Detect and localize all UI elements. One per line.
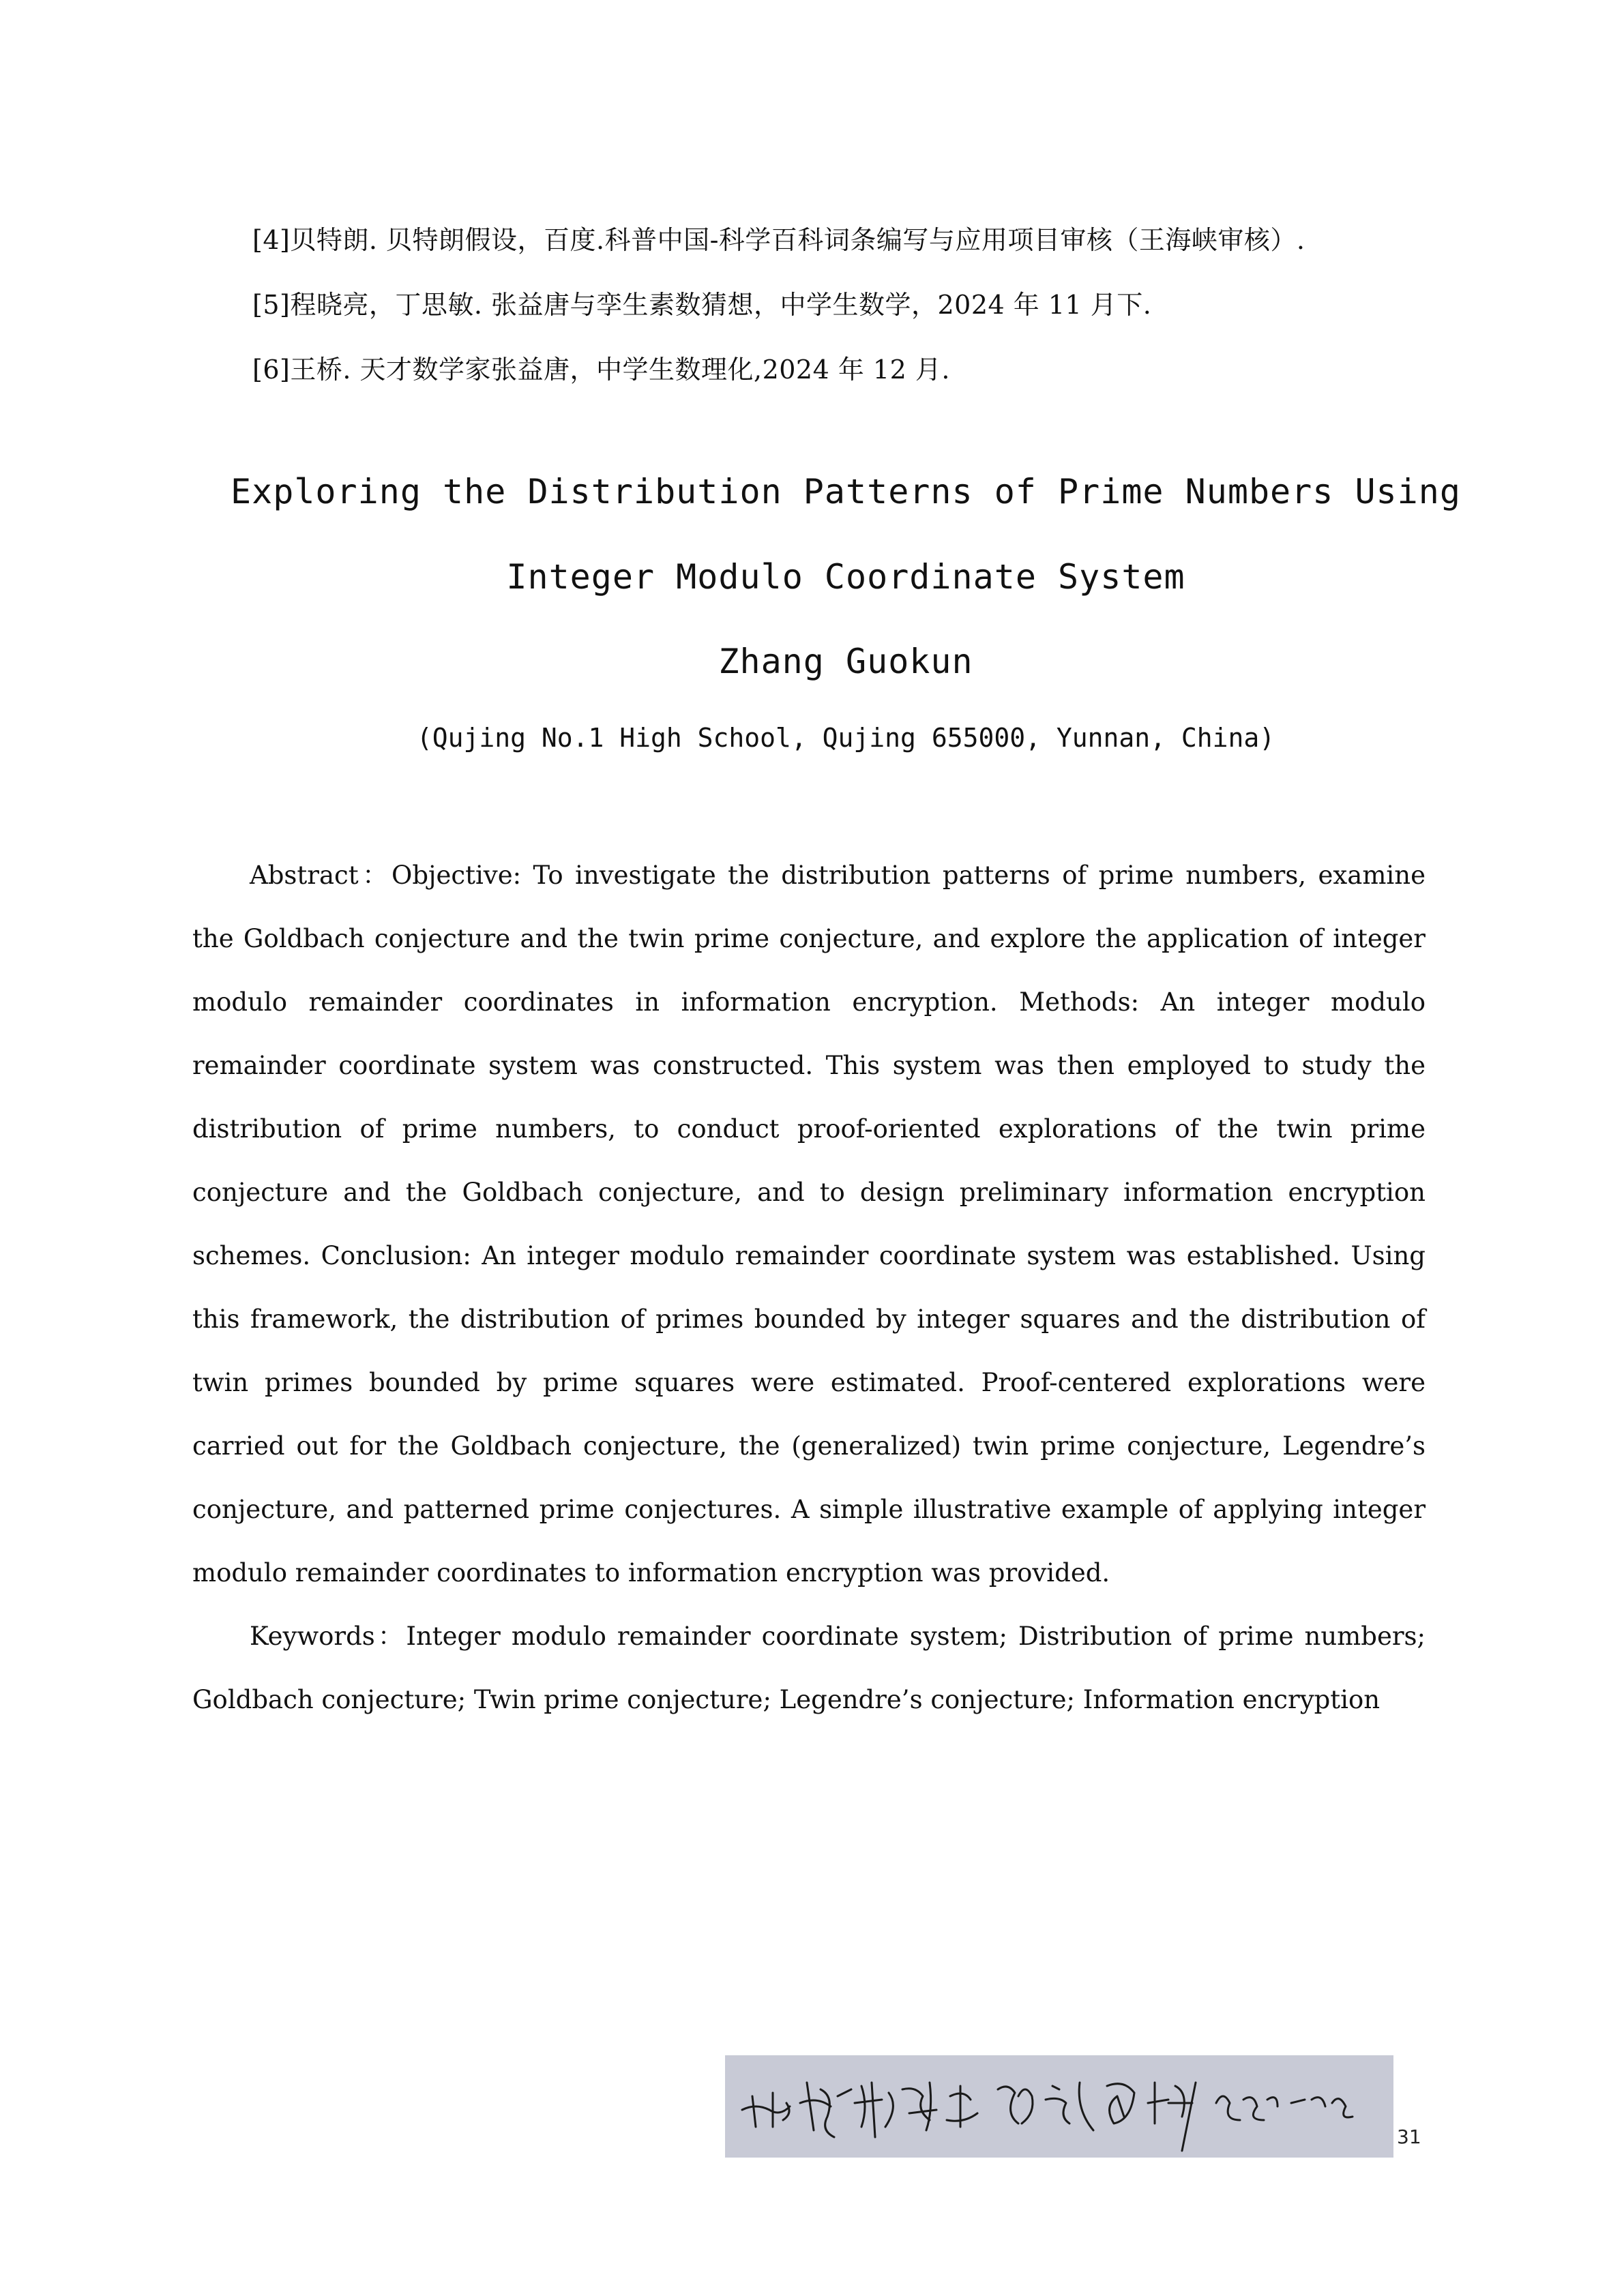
signature-scribble-icon xyxy=(725,2055,1393,2158)
reference-item: [4]贝特朗. 贝特朗假设，百度.科普中国-科学百科词条编写与应用项目审核（王海峡审核）. xyxy=(252,225,1305,255)
author-affiliation: (Qujing No.1 High School, Qujing 655000, Yunnan, China) xyxy=(416,723,1275,753)
paper-title-line-1: Exploring the Distribution Patterns of Prime Numbers Using xyxy=(231,472,1461,511)
abstract-text: Objective: To investigate the distribution patterns of prime numbers, examine the Goldbach conjecture and the twin prime conjecture, and explore the application of integer modulo remainder coordinates in information encryption. Methods: An integer modulo remainder coordinate system was constructed. This system was then employed to study the distribution of prime numbers, to conduct proof-oriented explorations of the twin prime conjecture and the Goldbach conjecture, and to design preliminary information encryption schemes. Conclusion: An integer modulo remainder coordinate system was established. Using this framework, the distribution of primes bounded by integer squares and the distribution of twin primes bounded by prime squares were estimated. Proof-centered explorations were carried out for the Goldbach conjecture, the (generalized) twin prime conjecture, Legendre’s conjecture, and patterned prime conjectures. A simple illustrative example of applying integer modulo remainder coordinates to information encryption was provided. xyxy=(192,861,1426,1587)
handwritten-signature xyxy=(725,2055,1393,2158)
keywords-paragraph xyxy=(192,1605,1426,1731)
abstract-section xyxy=(192,844,1426,1731)
page-number: 31 xyxy=(1397,2126,1421,2148)
reference-item: [5]程晓亮，丁思敏. 张益唐与孪生素数猜想，中学生数学，2024 年 11 月下. xyxy=(252,290,1152,320)
abstract-label: Abstract： xyxy=(250,861,392,890)
author-name: Zhang Guokun xyxy=(718,642,973,681)
reference-list xyxy=(252,208,1439,402)
abstract-paragraph xyxy=(192,844,1426,1605)
keywords-text: Integer modulo remainder coordinate system; Distribution of prime numbers; Goldbach conjecture; Twin prime conjecture; Legendre’s conjecture; Information encryption xyxy=(192,1622,1426,1714)
reference-item: [6]王桥. 天才数学家张益唐，中学生数理化,2024 年 12 月. xyxy=(252,355,950,385)
paper-title-line-2: Integer Modulo Coordinate System xyxy=(506,557,1185,597)
keywords-label: Keywords： xyxy=(250,1622,407,1651)
